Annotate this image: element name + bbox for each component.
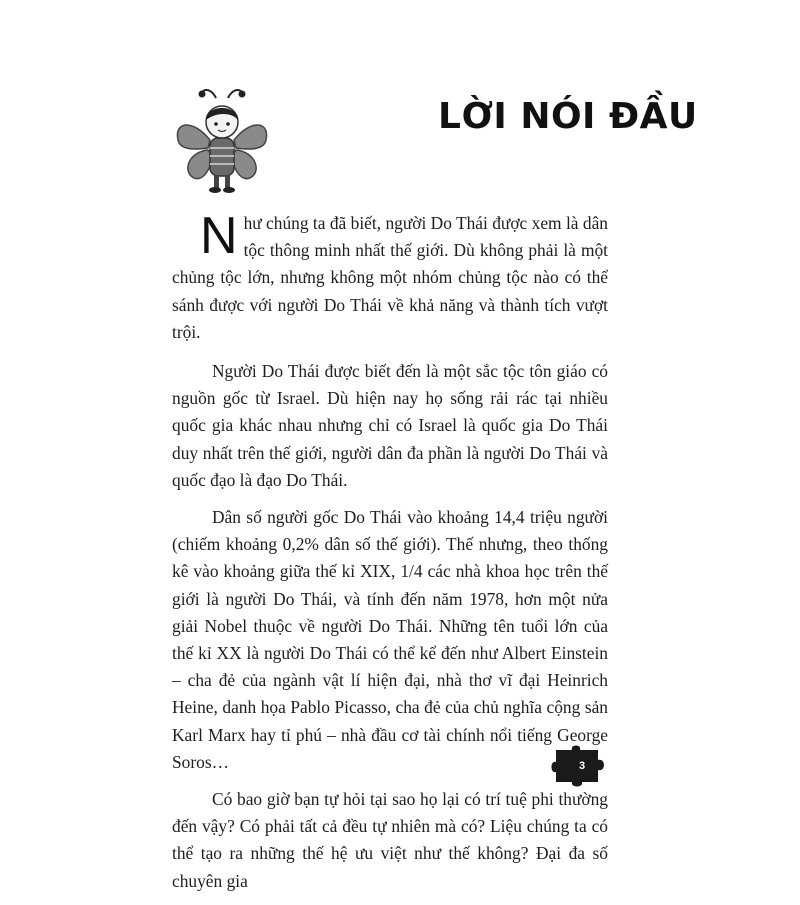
page-number: 3 bbox=[578, 760, 586, 772]
body-text bbox=[172, 207, 608, 905]
paragraph: Có bao giờ bạn tự hỏi tại sao họ lại có trí tuệ phi thường đến vậy? Có phải tất cả đều tự nhiên mà có? Liệu chúng ta có thể tạo ra những thế hệ ưu việt như thế không? Đại đa số chuyên gia bbox=[172, 789, 608, 891]
paragraph: Dân số người gốc Do Thái vào khoảng 14,4 triệu người (chiếm khoảng 0,2% dân số thế giới). Thế nhưng, theo thống kê vào khoảng giữa thế kỉ XIX, 1/4 các nhà khoa học trên thế giới là người Do Thái, và tính đến năm 1978, hơn một nửa giải Nobel thuộc về người Do Thái. Những tên tuổi lớn của thế kỉ XX là người Do Thái có thể kể đến như Albert Einstein – cha đẻ của ngành vật lí hiện đại, nhà thơ vĩ đại Heinrich Heine, danh họa Pablo Picasso, cha đẻ của chủ nghĩa cộng sản Karl Marx hay tỉ phú – nhà đầu cơ tài chính nổi tiếng George Soros… bbox=[172, 507, 608, 772]
butterfly-child-icon bbox=[172, 88, 272, 198]
paragraph bbox=[172, 207, 608, 346]
page-title: LỜI NÓI ĐẦU bbox=[438, 96, 698, 137]
paragraph: Người Do Thái được biết đến là một sắc tộc tôn giáo có nguồn gốc từ Israel. Dù hiện nay họ sống rải rác tại nhiều quốc gia khác nhau nhưng chỉ có Israel là quốc gia Do Thái duy nhất trên thế giới, người dân đa phần là người Do Thái và quốc đạo là đạo Do Thái. bbox=[172, 361, 608, 490]
drop-cap: N bbox=[200, 207, 238, 265]
paragraph-text: hư chúng ta đã biết, người Do Thái được xem là dân tộc thông minh nhất thế giới. Dù không phải là một chủng tộc lớn, nhưng không một nhóm chủng tộc nào có thể sánh được với người Do Thái về khả năng và thành tích vượt trội. bbox=[172, 213, 608, 342]
